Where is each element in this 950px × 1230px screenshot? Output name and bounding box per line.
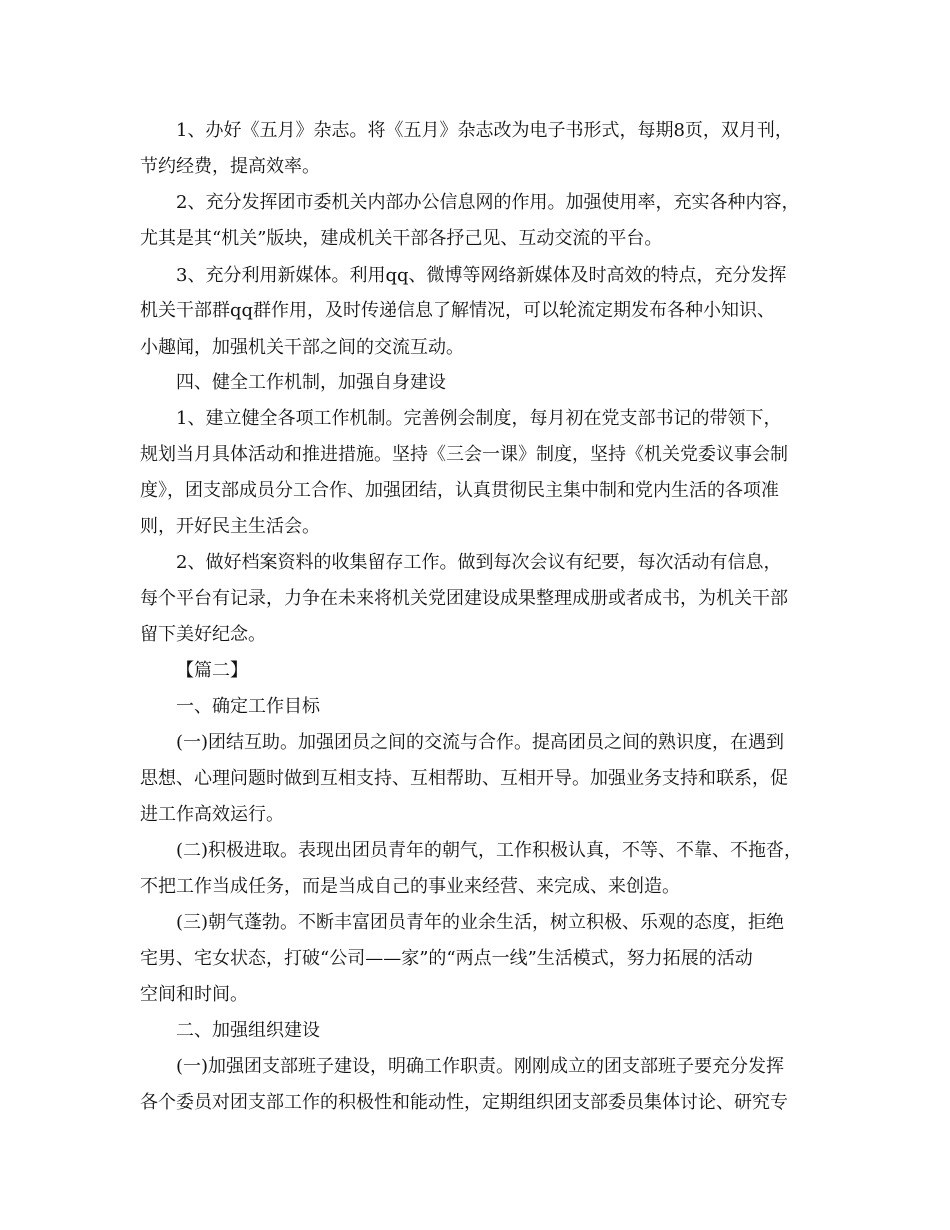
paragraph-line: 宅男、宅女状态，打破“公司——家”的“两点一线”生活模式，努力拓展的活动 — [140, 948, 753, 969]
paragraph-line: 1、建立健全各项工作机制。完善例会制度，每月初在党支部书记的带领下， — [176, 408, 782, 429]
paragraph-line: 机关干部群qq群作用，及时传递信息了解情况，可以轮流定期发布各种小知识、 — [140, 300, 776, 321]
paragraph-line: 规划当月具体活动和推进措施。坚持《三会一课》制度，坚持《机关党委议事会制 — [140, 444, 788, 465]
paragraph-line: 思想、心理问题时做到互相支持、互相帮助、互相开导。加强业务支持和联系，促 — [140, 768, 788, 789]
paragraph-line: 度》，团支部成员分工合作、加强团结，认真贯彻民主集中制和党内生活的各项准 — [140, 480, 779, 501]
paragraph-line: 空间和时间。 — [140, 984, 248, 1005]
paragraph-line: (一)加强团支部班子建设，明确工作职责。刚刚成立的团支部班子要充分发挥 — [176, 1056, 785, 1077]
paragraph-line: 1、办好《五月》杂志。将《五月》杂志改为电子书形式，每期8页，双月刊， — [176, 120, 793, 141]
section-heading: 一、确定工作目标 — [176, 696, 320, 717]
paragraph-line: 每个平台有记录，力争在未来将机关党团建设成果整理成册或者成书，为机关干部 — [140, 588, 788, 609]
paragraph-line: (一)团结互助。加强团员之间的交流与合作。提高团员之间的熟识度，在遇到 — [176, 732, 785, 753]
paragraph-line: 2、做好档案资料的收集留存工作。做到每次会议有纪要，每次活动有信息， — [176, 552, 782, 573]
paragraph-line: 留下美好纪念。 — [140, 624, 266, 645]
paragraph-line: 尤其是其“机关”版块，建成机关干部各抒己见、互动交流的平台。 — [140, 228, 663, 249]
part-heading: 【篇二】 — [176, 660, 248, 681]
paragraph-line: 节约经费，提高效率。 — [140, 156, 320, 177]
paragraph-line: 则，开好民主生活会。 — [140, 516, 320, 537]
paragraph-line: (三)朝气蓬勃。不断丰富团员青年的业余生活，树立积极、乐观的态度，拒绝 — [176, 912, 785, 933]
paragraph-line: 3、充分利用新媒体。利用qq、微博等网络新媒体及时高效的特点，充分发挥 — [176, 265, 787, 286]
paragraph-line: 不把工作当成任务，而是当成自己的事业来经营、来完成、来创造。 — [140, 876, 680, 897]
paragraph-line: 小趣闻，加强机关干部之间的交流互动。 — [140, 337, 464, 358]
section-heading: 四、健全工作机制，加强自身建设 — [176, 372, 446, 393]
section-heading: 二、加强组织建设 — [176, 1020, 320, 1041]
paragraph-line: 各个委员对团支部工作的积极性和能动性，定期组织团支部委员集体讨论、研究专 — [140, 1092, 788, 1113]
paragraph-line: 进工作高效运行。 — [140, 804, 284, 825]
paragraph-line: 2、充分发挥团市委机关内部办公信息网的作用。加强使用率，充实各种内容， — [176, 192, 800, 213]
paragraph-line: (二)积极进取。表现出团员青年的朝气，工作积极认真，不等、不靠、不拖沓， — [176, 840, 803, 861]
